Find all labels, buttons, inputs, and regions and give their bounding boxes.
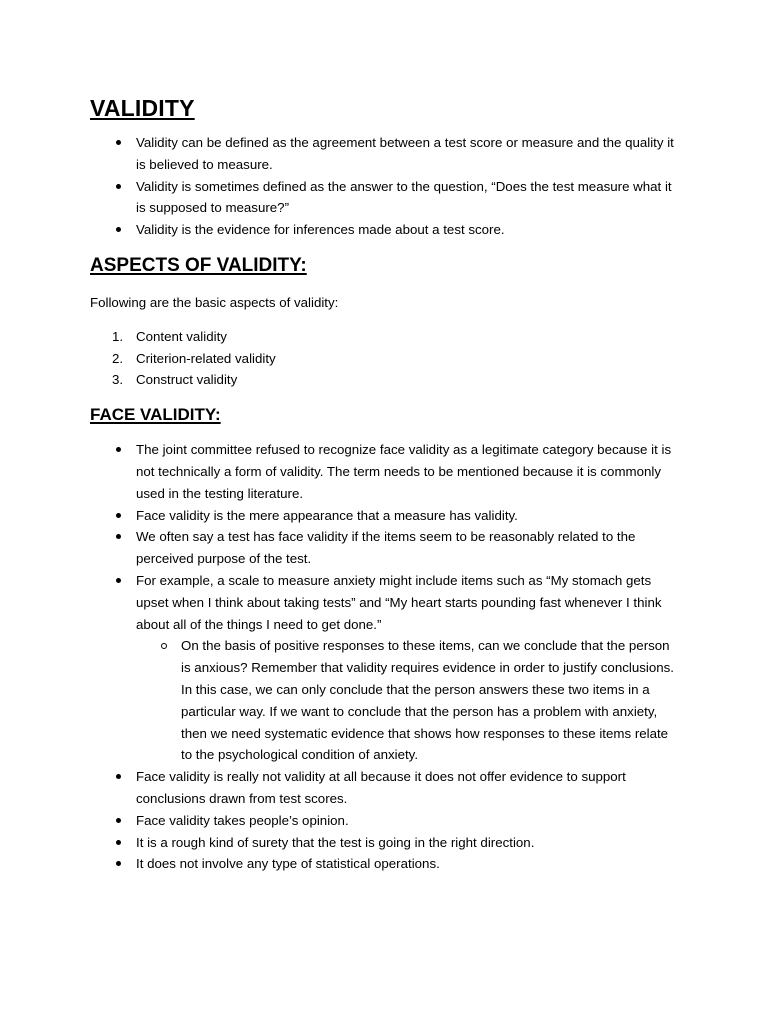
list-item: It is a rough kind of surety that the test is going in the right direction. (136, 832, 680, 854)
list-number: 2. (112, 350, 124, 366)
heading-face-validity: FACE VALIDITY: (90, 405, 221, 425)
list-item: It does not involve any type of statistical operations. (136, 853, 680, 875)
list-item-text: Construct validity (136, 372, 238, 388)
list-number: 3. (112, 372, 124, 388)
aspects-intro-text: Following are the basic aspects of validity: (90, 294, 339, 310)
list-number: 1. (112, 328, 124, 344)
list-item-text: Content validity (136, 328, 227, 344)
list-item: Face validity is the mere appearance that a measure has validity. (136, 505, 680, 527)
list-item: The joint committee refused to recognize face validity as a legitimate category because it is not technically a form of validity. The term needs to be mentioned because it is commonly used in the testing literature. (136, 439, 680, 504)
heading-aspects-of-validity: ASPECTS OF VALIDITY: (90, 254, 307, 276)
list-item: Face validity takes people’s opinion. (136, 810, 680, 832)
list-item-text: Criterion-related validity (136, 350, 276, 366)
face-validity-bullet-list (90, 439, 680, 875)
list-item (112, 369, 680, 391)
sub-list-item: On the basis of positive responses to these items, can we conclude that the person is anxious? Remember that validity requires evidence in order to justify conclusions. In this case, we can only conclude that the person answers these two items in a particular way. If we want to conclude that the person has a problem with anxiety, then we need systematic evidence that shows how responses to these items relate to the psychological condition of anxiety. (181, 635, 680, 766)
heading-validity: VALIDITY (90, 95, 195, 121)
list-item (112, 326, 680, 348)
list-item (136, 570, 680, 766)
list-item: Validity can be defined as the agreement between a test score or measure and the quality it is believed to measure. (136, 132, 680, 176)
aspects-numbered-list (90, 326, 680, 391)
list-item-text: For example, a scale to measure anxiety might include items such as “My stomach gets upset when I think about taking tests” and “My heart starts pounding fast whenever I think about all of the things I need to get done.” (136, 572, 662, 632)
list-item (112, 348, 680, 370)
document-body (90, 95, 680, 875)
list-item: Face validity is really not validity at all because it does not offer evidence to support conclusions drawn from test scores. (136, 766, 680, 810)
list-item: Validity is the evidence for inferences made about a test score. (136, 219, 680, 241)
list-item: Validity is sometimes defined as the answer to the question, “Does the test measure what it is supposed to measure?” (136, 176, 680, 220)
validity-bullet-list (90, 132, 680, 241)
sub-bullet-list (136, 635, 680, 766)
list-item: We often say a test has face validity if the items seem to be reasonably related to the perceived purpose of the test. (136, 526, 680, 570)
